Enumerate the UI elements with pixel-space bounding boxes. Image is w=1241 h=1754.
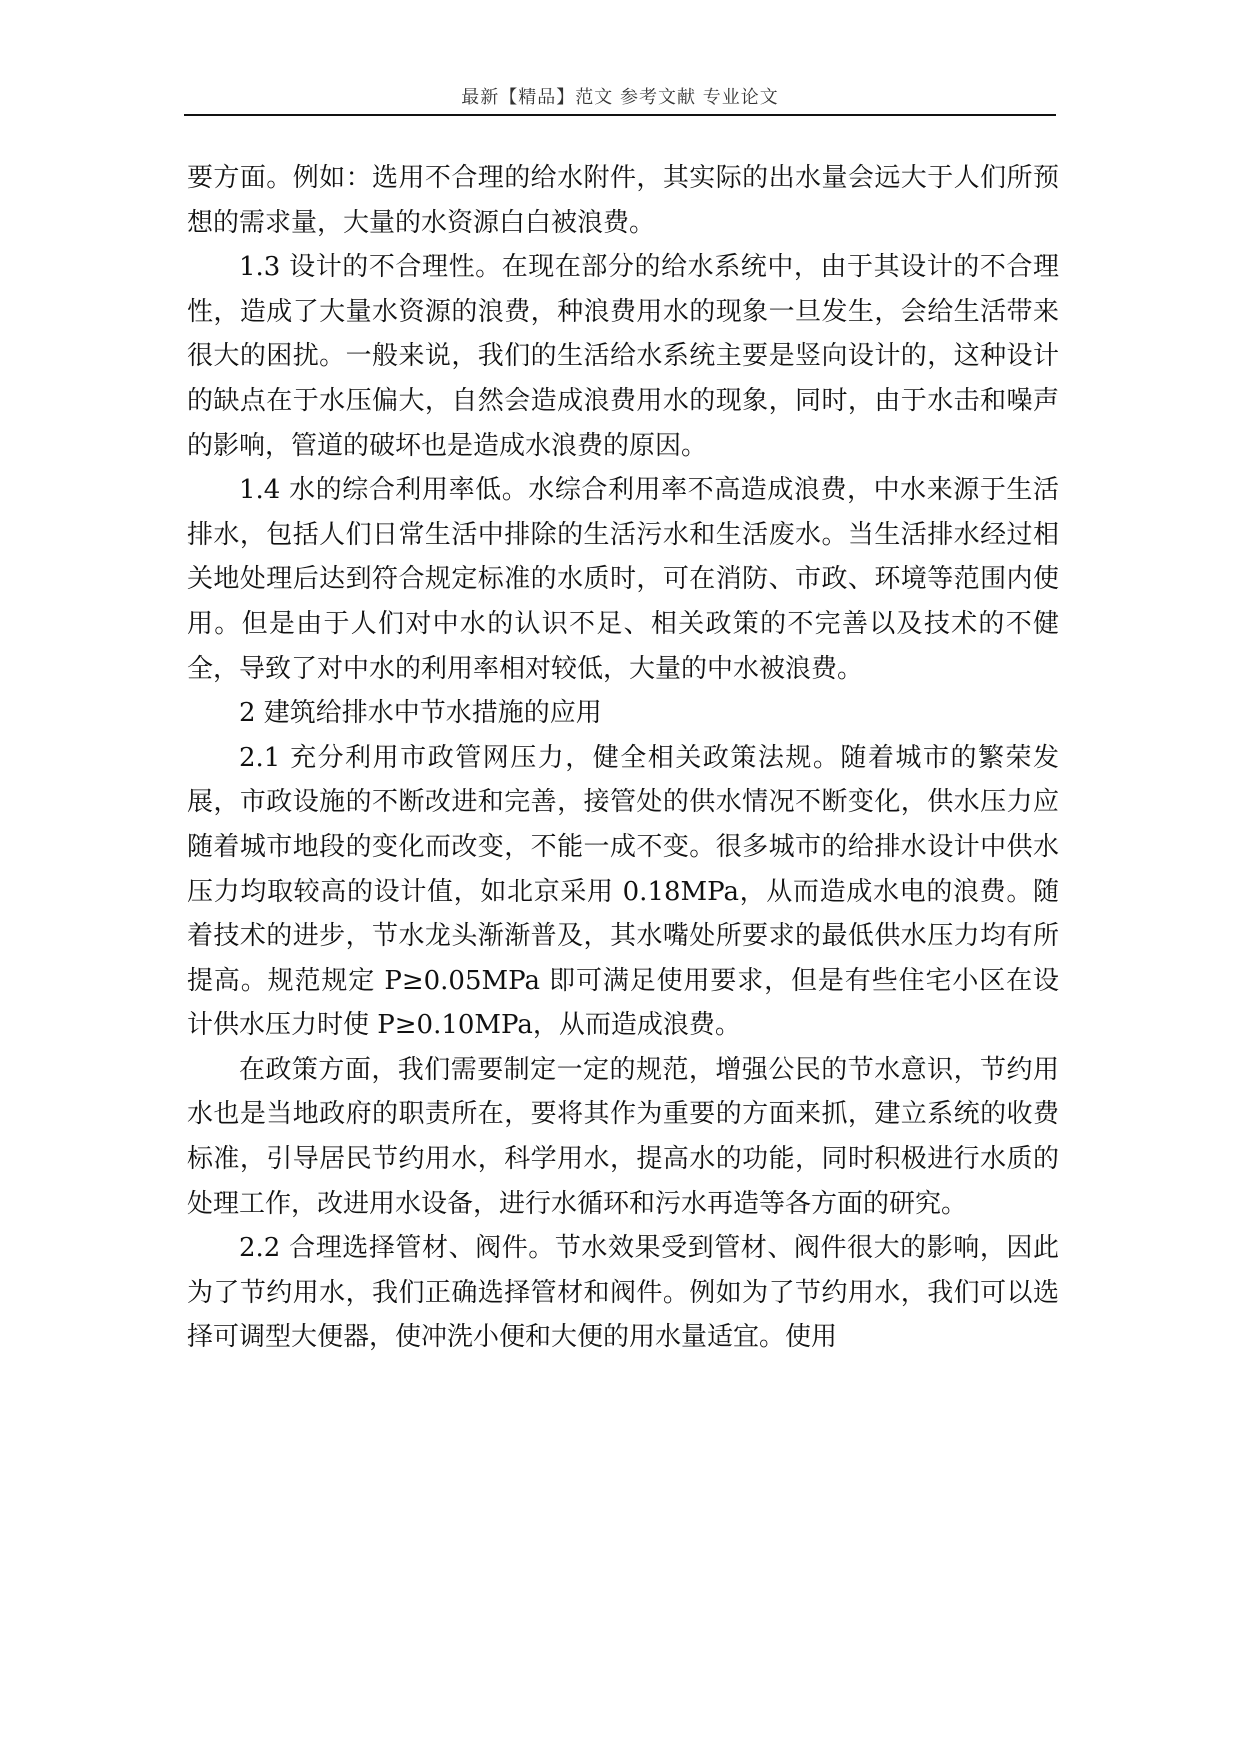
paragraph-1-4: 1.4 水的综合利用率低。水综合利用率不高造成浪费，中水来源于生活排水，包括人们日常生活中排除的生活污水和生活废水。当生活排水经过相关地处理后达到符合规定标准的水质时，可在消防、市政、环境等范围内使用。但是由于人们对中水的认识不足、相关政策的不完善以及技术的不健全，导致了对中水的利用率相对较低，大量的中水被浪费。 — [187, 475, 1059, 684]
paragraph-continuation: 要方面。例如：选用不合理的给水附件，其实际的出水量会远大于人们所预想的需求量，大量的水资源白白被浪费。 — [187, 163, 1059, 238]
paragraph-1-3: 1.3 设计的不合理性。在现在部分的给水系统中，由于其设计的不合理性，造成了大量水资源的浪费，种浪费用水的现象一旦发生，会给生活带来很大的困扰。一般来说，我们的生活给水系统主要是竖向设计的，这种设计的缺点在于水压偏大，自然会造成浪费用水的现象，同时，由于水击和噪声的影响，管道的破坏也是造成水浪费的原因。 — [187, 252, 1059, 461]
paragraph-2-2: 2.2 合理选择管材、阀件。节水效果受到管材、阀件很大的影响，因此为了节约用水，我们正确选择管材和阀件。例如为了节约用水，我们可以选择可调型大便器，使冲洗小便和大便的用水量适宜。使用 — [187, 1233, 1059, 1353]
header-divider — [184, 114, 1056, 116]
section-heading-2: 2 建筑给排水中节水措施的应用 — [239, 698, 602, 729]
page-header: 最新【精品】范文 参考文献 专业论文 — [461, 87, 779, 108]
paragraph-2-1: 2.1 充分利用市政管网压力，健全相关政策法规。随着城市的繁荣发展，市政设施的不断改进和完善，接管处的供水情况不断变化，供水压力应随着城市地段的变化而改变，不能一成不变。很多城市的给排水设计中供水压力均取较高的设计值，如北京采用 0.18MPa，从而造成水电的浪费。随着技术的进步，节水龙头渐渐普及，其水嘴处所要求的最低供水压力均有所提高。规范规定 P≥0.05MPa 即可满足使用要求，但是有些住宅小区在设计供水压力时使 P≥0.10MPa，从而造成浪费。 — [187, 742, 1059, 1041]
document-body — [187, 156, 1059, 1360]
paragraph-policy: 在政策方面，我们需要制定一定的规范，增强公民的节水意识，节约用水也是当地政府的职责所在，要将其作为重要的方面来抓，建立系统的收费标准，引导居民节约用水，科学用水，提高水的功能，同时积极进行水质的处理工作，改进用水设备，进行水循环和污水再造等各方面的研究。 — [187, 1054, 1059, 1219]
